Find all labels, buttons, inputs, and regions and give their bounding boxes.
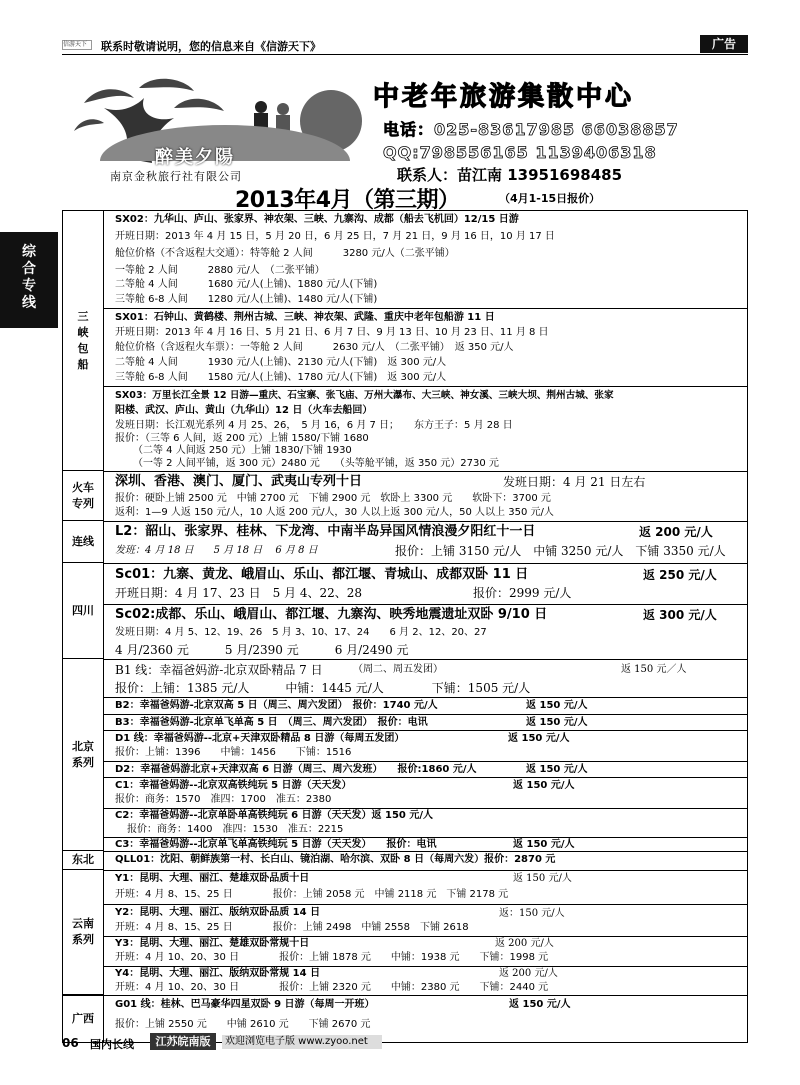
route-c1-rebate: 返 150 元/人 xyxy=(513,780,575,791)
route-sc02-rebate: 返 300 元/人 xyxy=(643,608,717,622)
route-train-rebate: 返利：1—9 人返 150 元/人，10 人返 200 元/人，30 人以上返 300 元/人，50 人以上 350 元/人 xyxy=(115,507,554,518)
category-guangxi xyxy=(63,995,103,1042)
category-yunnan-label: 云南系列 xyxy=(72,917,94,946)
row-divider xyxy=(103,471,747,472)
route-sc01-price: 报价：2999 元/人 xyxy=(473,586,572,600)
page-number: 06 xyxy=(62,1036,79,1050)
footer-section: 国内长线 xyxy=(90,1038,134,1051)
row-divider xyxy=(103,851,747,852)
issue-title: 2013年4月（第三期） xyxy=(235,188,460,213)
category-guangxi-label: 广西 xyxy=(72,1011,94,1025)
route-sx02-price-1: 舱位价格（不含返程大交通）：特等舱 2 人间 3280 元/人（二张平铺） xyxy=(115,248,455,259)
route-sx03-title: SX03：万里长江全景 12 日游—重庆、石宝寨、张飞庙、万州大瀑布、大三峡、神女溪、三峡大坝、荆州古城、张家 xyxy=(115,390,614,401)
route-sx02-price-3: 二等舱 4 人间 1680 元/人(上铺)、1880 元/人(下铺) xyxy=(115,279,378,290)
route-y3-title: Y3：昆明、大理、丽江、楚雄双卧常规十日 xyxy=(115,938,310,949)
route-sx03-price-1: 报价：（三等 6 人间，返 200 元）上铺 1580/下铺 1680 xyxy=(115,433,369,444)
qq-numbers: QQ:798556165 1139406318 xyxy=(383,143,657,162)
route-train-price: 报价：硬卧上铺 2500 元 中铺 2700 元 下铺 2900 元 软卧上 3300 元 软卧下：3700 元 xyxy=(115,493,551,504)
route-c2-title: C2：幸福爸妈游--北京单卧单高铁纯玩 6 日游（天天发）返 150 元/人 xyxy=(115,810,434,821)
row-divider xyxy=(103,308,747,309)
route-sx01-price-1: 舱位价格（含返程火车票）：一等舱 2 人间 2630 元/人 （二张平铺） 返 350 元/人 xyxy=(115,342,514,353)
route-b2-rebate: 返 150 元/人 xyxy=(526,700,588,711)
ad-tag: 广告 xyxy=(700,35,748,53)
route-sx01-dates: 开班日期：2013 年 4 月 16 日、5 月 21 日、6 月 7 日、9 月 13 日、10 月 23 日、11 月 8 日 xyxy=(115,327,549,338)
category-sanxia-label: 三峡包船 xyxy=(77,309,89,371)
route-c1-price: 报价：商务：1570 准四：1700 准五：2380 xyxy=(115,794,332,805)
row-divider xyxy=(103,659,747,660)
route-sc02-price: 4 月/2360 元 5 月/2390 元 6 月/2490 元 xyxy=(115,643,409,657)
category-sanxia xyxy=(63,211,103,471)
route-train-title: 深圳、香港、澳门、厦门、武夷山专列十日 xyxy=(115,474,363,489)
row-divider xyxy=(103,521,747,522)
category-huoche xyxy=(63,471,103,521)
route-sx03-price-3: （一等 2 人间平铺，返 300 元）2480 元 （头等舱平铺，返 350 元）2730 元 xyxy=(133,458,499,469)
route-c3-title: C3：幸福爸妈游--北京单飞单高铁纯玩 5 日游（天天发） 报价：电讯 xyxy=(115,839,437,850)
route-l2-rebate: 返 200 元/人 xyxy=(639,525,713,539)
route-y4-title: Y4：昆明、大理、丽江、版纳双卧常规 14 日 xyxy=(115,968,321,979)
route-g01-price: 报价：上铺 2550 元 中铺 2610 元 下铺 2670 元 xyxy=(115,1019,371,1030)
row-divider xyxy=(103,837,747,838)
website-link[interactable]: 欢迎浏览电子版 www.zyoo.net xyxy=(222,1035,382,1049)
brand-name: 醉美夕陽 xyxy=(155,147,235,168)
brand-company: 南京金秋旅行社有限公司 xyxy=(110,170,242,183)
route-d1-price: 报价：上铺：1396 中铺：1456 下铺：1516 xyxy=(115,747,352,758)
route-y1-title: Y1：昆明、大理、丽江、楚雄双卧品质十日 xyxy=(115,873,310,884)
route-sx02-price-2: 一等舱 2 人间 2880 元/人 （二张平铺） xyxy=(115,265,325,276)
row-divider xyxy=(103,386,747,387)
route-qll01-title: QLL01：沈阳、朝鲜族第一村、长白山、镜泊湖、哈尔滨、双卧 8 日（每周六发）报价：2870 元 xyxy=(115,854,556,865)
row-divider xyxy=(103,966,747,967)
section-side-tab xyxy=(0,232,58,328)
route-sc02-title: Sc02:成都、乐山、峨眉山、都江堰、九寨沟、映秀地震遗址双卧 9/10 日 xyxy=(115,607,548,622)
route-y4-rebate: 返 200 元/人 xyxy=(499,968,558,979)
route-y2-rebate: 返：150 元/人 xyxy=(499,908,565,919)
route-b1-price: 报价：上铺：1385 元/人 中铺：1445 元/人 下铺：1505 元/人 xyxy=(115,681,531,695)
category-beijing-label: 北京系列 xyxy=(72,739,94,769)
route-train-date: 发班日期：4 月 21 日左右 xyxy=(503,475,646,489)
row-divider xyxy=(103,904,747,905)
route-c2-price: 报价：商务：1400 准四：1530 准五：2215 xyxy=(127,824,344,835)
row-divider xyxy=(103,761,747,762)
route-l2-price: 报价：上铺 3150 元/人 中铺 3250 元/人 下铺 3350 元/人 xyxy=(395,544,726,558)
header-divider xyxy=(62,54,748,55)
phone-numbers: 电话：025-83617985 66038857 xyxy=(383,120,679,139)
center-title: 中老年旅游集散中心 xyxy=(373,82,635,112)
route-sx01-price-3: 三等舱 6-8 人间 1580 元/人(上铺)、1780 元/人(下铺) 返 300 元/人 xyxy=(115,372,447,383)
publication-logo-text: 信游天下 xyxy=(63,41,88,48)
route-d1-rebate: 返 150 元/人 xyxy=(508,733,570,744)
row-divider xyxy=(103,730,747,731)
route-y2-price: 开班：4 月 8、15、25 日 报价：上铺 2498 中铺 2558 下铺 2618 xyxy=(115,922,469,933)
contact-person: 联系人：苗江南 13951698485 xyxy=(397,166,623,184)
route-y1-price: 开班：4 月 8、15、25 日 报价：上铺 2058 元 中铺 2118 元 下铺 2178 元 xyxy=(115,889,509,900)
route-sc01-title: Sc01：九寨、黄龙、峨眉山、乐山、都江堰、青城山、成都双卧 11 日 xyxy=(115,567,529,582)
route-sx02-price-4: 三等舱 6-8 人间 1280 元/人(上铺)、1480 元/人(下铺) xyxy=(115,294,378,305)
route-sx01-price-2: 二等舱 4 人间 1930 元/人(上铺)、2130 元/人(下铺) 返 300 元/人 xyxy=(115,357,447,368)
route-b3-title: B3：幸福爸妈游-北京单飞单高 5 日 （周三、周六发团） 报价：电讯 xyxy=(115,717,428,728)
route-c3-rebate: 返 150 元/人 xyxy=(513,839,575,850)
row-divider xyxy=(63,995,747,996)
route-sx01-title: SX01：石钟山、黄鹤楼、荆州古城、三峡、神农架、武隆、重庆中老年包船游 11 日 xyxy=(115,312,495,323)
route-b1-note: （周二、周五发团） xyxy=(353,664,443,675)
route-l2-title: L2：韶山、张家界、桂林、下龙湾、中南半岛异国风情浪漫夕阳红十一日 xyxy=(115,524,536,539)
route-sx03-title-2: 阳楼、武汉、庐山、黄山（九华山）12 日（火车去船回） xyxy=(115,405,373,416)
category-yunnan xyxy=(63,870,103,995)
route-sc02-dates: 发班日期：4 月 5、12、19、26 5 月 3、10、17、24 6 月 2、12、20、27 xyxy=(115,627,487,638)
route-d2-rebate: 返 150 元/人 xyxy=(526,764,588,775)
route-sx02-dates: 开班日期：2013 年 4 月 15 日，5 月 20 日，6 月 25 日，7 月 21 日，9 月 16 日，10 月 17 日 xyxy=(115,231,555,242)
route-sx02-title: SX02：九华山、庐山、张家界、神农架、三峡、九寨沟、成都（船去飞机回）12/15 日游 xyxy=(115,214,519,225)
row-divider xyxy=(103,604,747,605)
row-divider xyxy=(103,936,747,937)
route-sx03-price-2: （二等 4 人间返 250 元）上铺 1830/下铺 1930 xyxy=(133,445,352,456)
route-l2-dates: 发班：4 月 18 日 5 月 18 日 6 月 8 日 xyxy=(115,545,318,556)
route-sc01-dates: 开班日期：4 月 17、23 日 5 月 4、22、28 xyxy=(115,586,363,600)
route-g01-rebate: 返 150 元/人 xyxy=(509,999,571,1010)
route-b2-title: B2：幸福爸妈游-北京双高 5 日（周三、周六发团） 报价：1740 元/人 xyxy=(115,700,438,711)
route-b1-rebate: 返 150 元／人 xyxy=(621,664,687,675)
route-d1-title: D1 线：幸福爸妈游--北京+天津双卧精品 8 日游（每周五发团） xyxy=(115,733,405,744)
header-notice: 联系时敬请说明，您的信息来自《信游天下》 xyxy=(101,40,321,53)
row-divider xyxy=(103,870,747,871)
route-price-table xyxy=(62,210,748,1043)
category-sichuan-label: 四川 xyxy=(72,603,94,617)
category-dongbei xyxy=(63,851,103,870)
route-d2-title: D2：幸福爸妈游北京+天津双高 6 日游（周三、周六发班） 报价:1860 元/人 xyxy=(115,764,477,775)
row-divider xyxy=(103,563,747,564)
route-c1-title: C1：幸福爸妈游--北京双高铁纯玩 5 日游（天天发） xyxy=(115,780,352,791)
publication-logo xyxy=(62,40,92,50)
section-side-tab-label: 综合专线 xyxy=(22,244,36,311)
row-divider xyxy=(103,777,747,778)
category-huoche-label: 火车专列 xyxy=(72,480,94,510)
route-b3-rebate: 返 150 元/人 xyxy=(526,717,588,728)
route-y2-title: Y2：昆明、大理、丽江、版纳双卧品质 14 日 xyxy=(115,907,321,918)
category-sichuan xyxy=(63,563,103,659)
route-sc01-rebate: 返 250 元/人 xyxy=(643,568,717,582)
row-divider xyxy=(103,697,747,698)
route-y3-price: 开班：4 月 10、20、30 日 报价：上铺 1878 元 中铺：1938 元 下铺：1998 元 xyxy=(115,952,549,963)
row-divider xyxy=(103,808,747,809)
row-divider xyxy=(103,714,747,715)
route-g01-title: G01 线：桂林、巴马豪华四星双卧 9 日游（每周一开班） xyxy=(115,999,375,1010)
issue-note: （4月1-15日报价） xyxy=(499,192,601,205)
category-beijing xyxy=(63,659,103,851)
route-y1-rebate: 返 150 元/人 xyxy=(513,873,572,884)
route-y3-rebate: 返 200 元/人 xyxy=(495,938,554,949)
category-dongbei-label: 东北 xyxy=(72,853,94,866)
route-y4-price: 开班：4 月 10、20、30 日 报价：上铺 2320 元 中铺：2380 元 下铺：2440 元 xyxy=(115,982,549,993)
category-lianxian xyxy=(63,521,103,563)
category-column-divider xyxy=(103,211,104,1042)
route-sx03-dates: 发班日期：长江观光系列 4 月 25、26， 5 月 16，6 月 7 日； 东方王子：5 月 28 日 xyxy=(115,420,513,431)
edition-badge: 江苏皖南版 xyxy=(150,1033,216,1050)
category-lianxian-label: 连线 xyxy=(72,534,94,548)
route-b1-title: B1 线：幸福爸妈游-北京双卧精品 7 日 xyxy=(115,663,323,677)
